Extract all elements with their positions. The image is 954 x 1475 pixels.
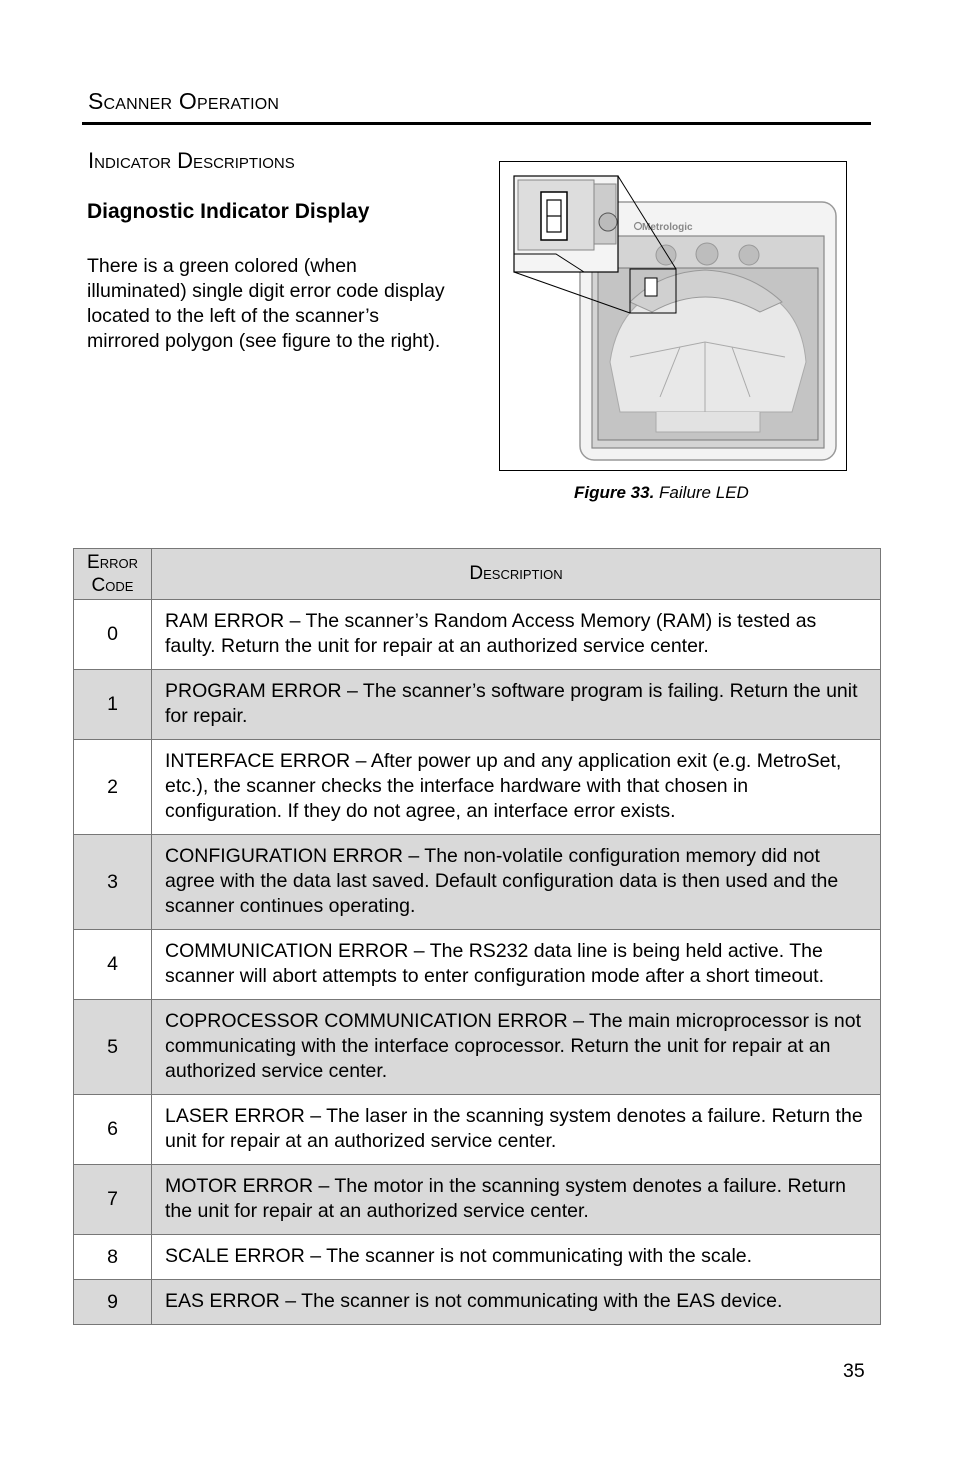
error-description-cell: CONFIGURATION ERROR – The non-volatile configuration memory did not agree with the data last saved. Default configuration data is then used and the scanner continues operating. (152, 835, 881, 930)
scanner-illustration (500, 162, 846, 470)
table-row (74, 600, 881, 670)
table-row (74, 930, 881, 1000)
table-row (74, 1095, 881, 1165)
error-code-cell: 4 (74, 930, 152, 1000)
error-code-cell: 7 (74, 1165, 152, 1235)
error-description-cell: LASER ERROR – The laser in the scanning system denotes a failure. Return the unit for repair at an authorized service center. (152, 1095, 881, 1165)
section-title: Scanner Operation (88, 88, 280, 114)
error-code-cell: 1 (74, 670, 152, 740)
subsection-title: Indicator Descriptions (88, 148, 295, 173)
error-description-cell: RAM ERROR – The scanner’s Random Access Memory (RAM) is tested as faulty. Return the unit for repair at an authorized service center. (152, 600, 881, 670)
brand-logo: Metrologic (642, 222, 693, 233)
error-description-cell: COPROCESSOR COMMUNICATION ERROR – The main microprocessor is not communicating with the interface coprocessor. Return the unit for repair at an authorized service center. (152, 1000, 881, 1095)
error-description-cell: SCALE ERROR – The scanner is not communicating with the scale. (152, 1235, 881, 1280)
table-row (74, 670, 881, 740)
error-code-cell: 9 (74, 1280, 152, 1325)
table-row (74, 1280, 881, 1325)
body-paragraph: There is a green colored (when illuminated) single digit error code display located to the left of the scanner’s mirrored polygon (see figure to the right). (87, 255, 445, 352)
scanner-figure (499, 161, 847, 471)
error-description-cell: EAS ERROR – The scanner is not communicating with the EAS device. (152, 1280, 881, 1325)
error-code-cell: 8 (74, 1235, 152, 1280)
table-row (74, 835, 881, 930)
figure-caption: Figure 33. Failure LED (574, 483, 749, 502)
error-description-cell: INTERFACE ERROR – After power up and any application exit (e.g. MetroSet, etc.), the scanner checks the interface hardware with that chosen in configuration. If they do not agree, an interface error exists. (152, 740, 881, 835)
error-code-cell: 3 (74, 835, 152, 930)
table-row (74, 1000, 881, 1095)
error-code-cell: 6 (74, 1095, 152, 1165)
table-row (74, 1165, 881, 1235)
table-row (74, 1235, 881, 1280)
section-divider (82, 122, 871, 125)
error-description-cell: MOTOR ERROR – The motor in the scanning system denotes a failure. Return the unit for repair at an authorized service center. (152, 1165, 881, 1235)
error-code-cell: 5 (74, 1000, 152, 1095)
error-code-cell: 2 (74, 740, 152, 835)
page-number: 35 (843, 1360, 865, 1382)
heading: Diagnostic Indicator Display (87, 200, 370, 223)
error-description-cell: PROGRAM ERROR – The scanner’s software program is failing. Return the unit for repair. (152, 670, 881, 740)
header-error-code: Error Code (74, 549, 152, 600)
error-description-cell: COMMUNICATION ERROR – The RS232 data line is being held active. The scanner will abort attempts to enter configuration mode after a short timeout. (152, 930, 881, 1000)
error-code-cell: 0 (74, 600, 152, 670)
table-header-row (74, 549, 881, 600)
table-row (74, 740, 881, 835)
header-description: Description (152, 549, 881, 600)
error-code-table (73, 548, 881, 1325)
